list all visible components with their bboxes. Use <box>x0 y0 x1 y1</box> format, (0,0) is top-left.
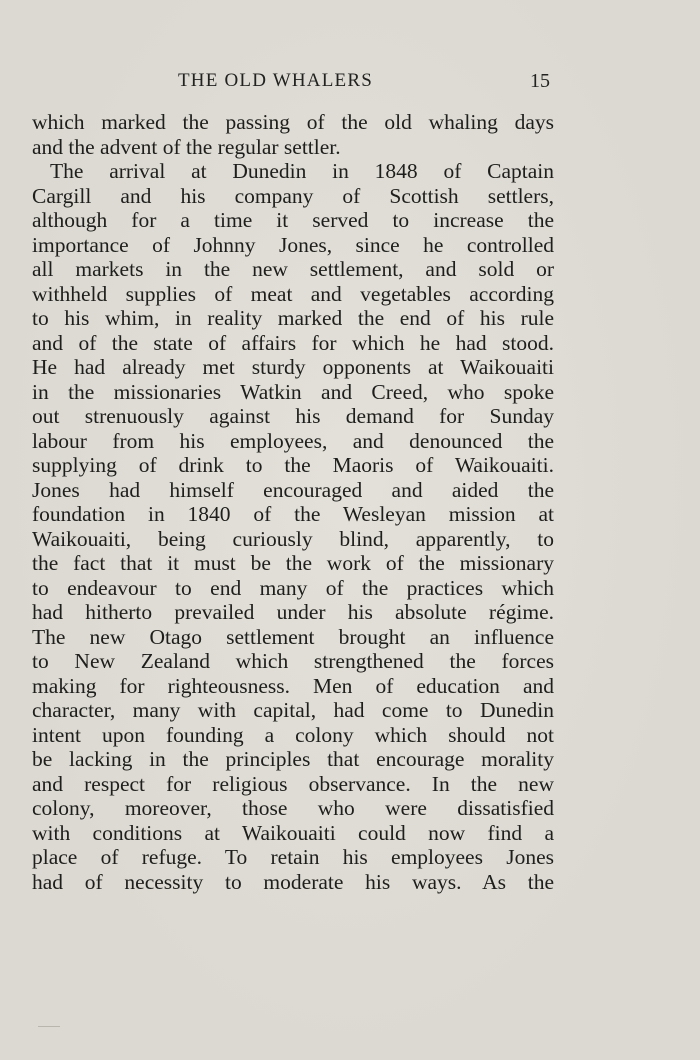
text-line: had of necessity to moderate his ways. As the <box>32 869 554 894</box>
page-number: 15 <box>530 70 550 92</box>
text-line: labour from his employees, and denounced the <box>32 428 554 453</box>
paper-speck <box>38 1026 60 1027</box>
text-line: in the missionaries Watkin and Creed, who spoke <box>32 379 554 404</box>
text-line: The new Otago settlement brought an influence <box>32 624 554 649</box>
text-line: with conditions at Waikouaiti could now find a <box>32 820 554 845</box>
text-line: which marked the passing of the old whaling days <box>32 110 554 134</box>
text-line: the fact that it must be the work of the missionary <box>32 551 554 575</box>
text-line: The arrival at Dunedin in 1848 of Captain <box>50 159 554 183</box>
text-line: Waikouaiti, being curiously blind, apparently, to <box>32 526 554 551</box>
text-line: place of refuge. To retain his employees Jones <box>32 845 554 869</box>
text-line: although for a time it served to increase the <box>32 208 554 232</box>
text-line: colony, moreover, those who were dissatisfied <box>32 796 554 820</box>
text-line: supplying of drink to the Maoris of Waikouaiti. <box>32 453 554 477</box>
text-line: Cargill and his company of Scottish settlers, <box>32 183 554 208</box>
text-line: to New Zealand which strengthened the forces <box>32 649 554 673</box>
text-line: out strenuously against his demand for Sunday <box>32 404 554 428</box>
text-line: to his whim, in reality marked the end of his rule <box>32 306 554 330</box>
text-line: withheld supplies of meat and vegetables according <box>32 281 554 306</box>
text-line: Jones had himself encouraged and aided the <box>32 477 554 502</box>
text-line: and the advent of the regular settler. <box>32 134 341 159</box>
text-line: character, many with capital, had come to Dunedin <box>32 698 554 722</box>
text-line: had hitherto prevailed under his absolute régime. <box>32 600 554 624</box>
body-text <box>32 110 554 894</box>
text-line: and respect for religious observance. In the new <box>32 771 554 796</box>
text-line: all markets in the new settlement, and sold or <box>32 257 554 281</box>
text-line: to endeavour to end many of the practices which <box>32 575 554 600</box>
text-line: making for righteousness. Men of education and <box>32 673 554 698</box>
text-line: be lacking in the principles that encourage morality <box>32 747 554 771</box>
text-line: foundation in 1840 of the Wesleyan mission at <box>32 502 554 526</box>
text-line: and of the state of affairs for which he had stood. <box>32 330 554 355</box>
text-line: He had already met sturdy opponents at Waikouaiti <box>32 355 554 379</box>
running-head: THE OLD WHALERS <box>178 70 373 91</box>
text-line: intent upon founding a colony which should not <box>32 722 554 747</box>
text-line: importance of Johnny Jones, since he controlled <box>32 232 554 257</box>
